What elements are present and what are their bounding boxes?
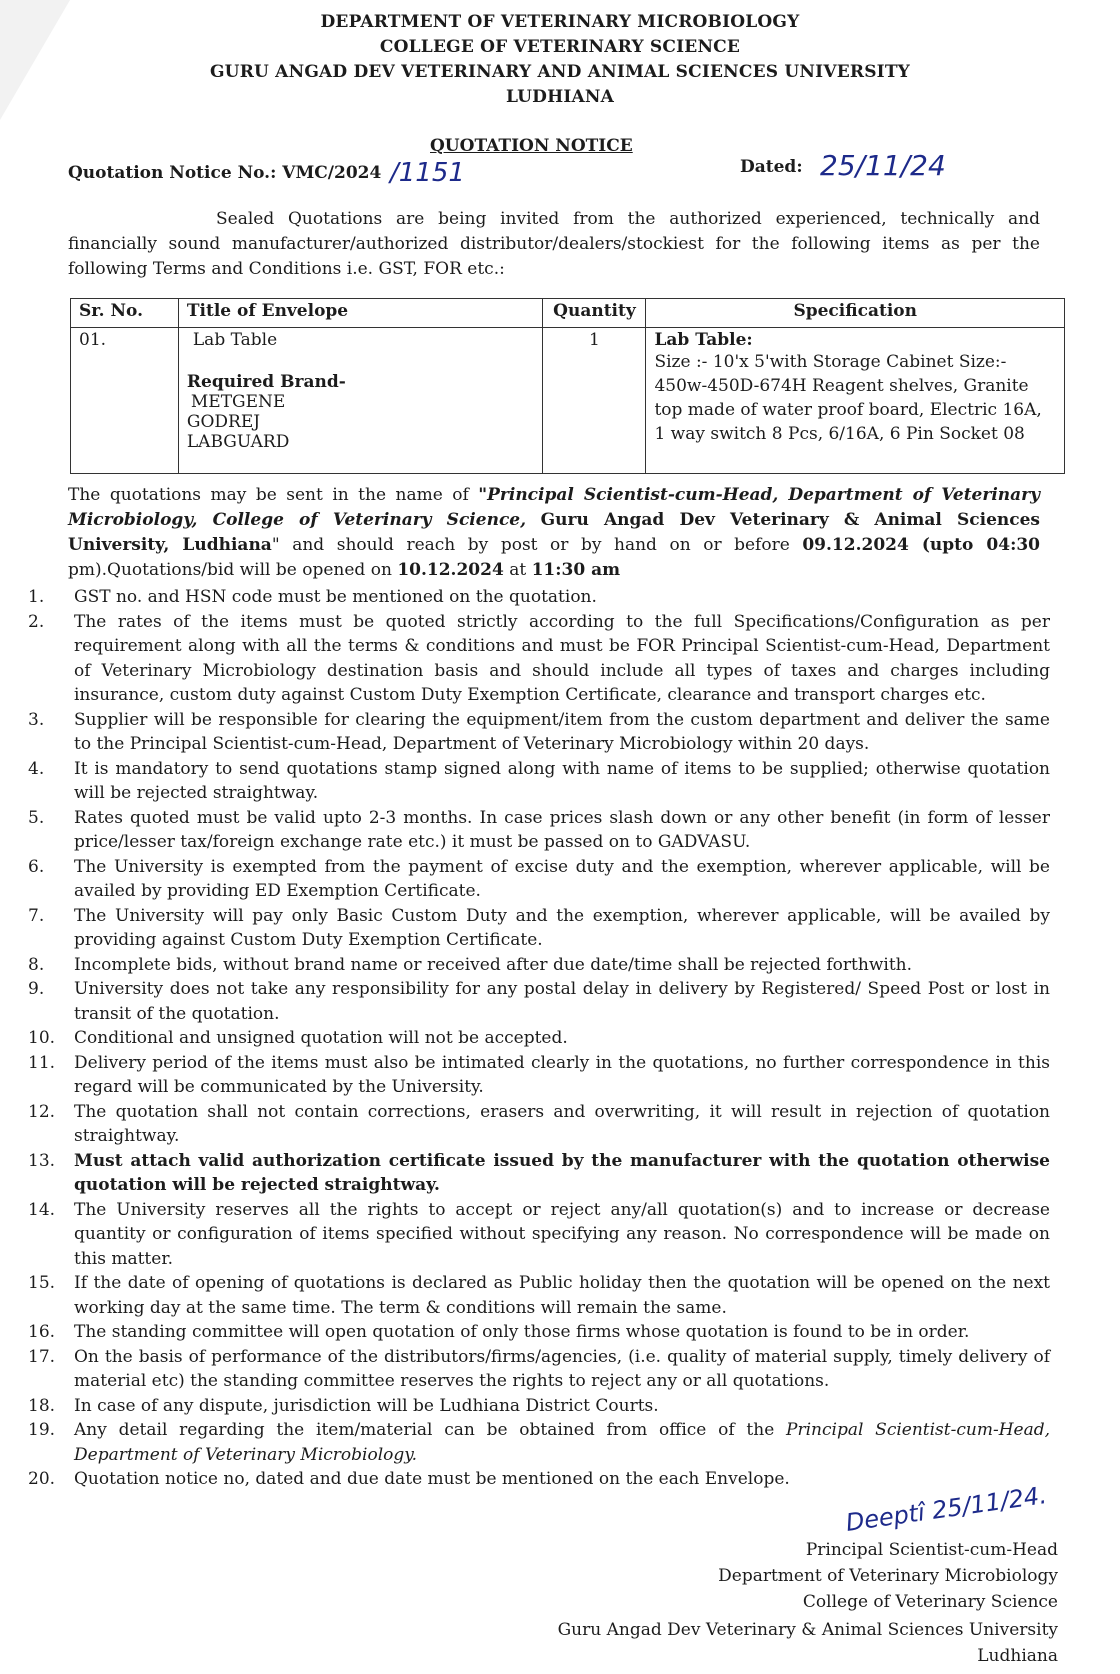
term-text: On the basis of performance of the distributors/firms/agencies, (i.e. quality of material supply, timely delivery of material etc) the standing committee reserves the rights to reject any or all quotations. [74,1346,1050,1391]
cell-title [178,328,543,474]
header-department: DEPARTMENT OF VETERINARY MICROBIOLOGY [320,12,800,32]
term-text [74,1418,1050,1467]
term-number: 11. [28,1052,56,1073]
handwritten-signature: Deeptî 25/11/24. [844,1481,1049,1537]
term-text: Rates quoted must be valid upto 2-3 months. In case prices slash down or any other benefit (in form of lesser price/lesser tax/foreign exchange rate etc.) it must be passed on to GADVASU. [74,807,1050,852]
address-paragraph [68,483,1040,583]
brand-heading: Required Brand- [186,372,346,392]
brand-item: GODREJ [186,412,261,432]
notice-number-handwritten: /1151 [390,158,465,188]
cell-specification [646,328,1065,474]
signatory-title: Principal Scientist-cum-Head [805,1540,1058,1560]
address-text-3: pm).Quotations/bid will be opened on [68,560,392,580]
term-number: 9. [28,979,45,999]
term-number: 12. [28,1101,56,1122]
table-header-row [71,299,1065,328]
term-item [28,904,1050,953]
items-table [70,298,1065,474]
term-text: Delivery period of the items must also be intimated clearly in the quotations, no further correspondence in this regard will be communicated by the University. [74,1052,1050,1097]
notice-number-label: Quotation Notice No.: VMC/2024 [68,163,382,183]
term-item [28,1320,1050,1345]
term-text: Incomplete bids, without brand name or received after due date/time shall be rejected forthwith. [74,954,912,975]
term-text: Conditional and unsigned quotation will not be accepted. [74,1028,568,1048]
term-number: 16. [28,1322,56,1342]
dated-label: Dated: [740,157,803,177]
cell-quantity: 1 [543,328,646,474]
term-number: 18. [28,1395,56,1416]
cell-sr-no: 01. [71,328,179,474]
term-number: 19. [28,1420,56,1440]
term-item [28,1345,1050,1394]
term-item [28,1271,1050,1320]
item-title: Lab Table [192,330,278,350]
term-text: University does not take any responsibility for any postal delay in delivery by Registered/ Speed Post or lost in transit of the quotation. [74,979,1050,1024]
term-item [28,1418,1050,1467]
brand-item: METGENE [190,392,286,412]
signatory-college: College of Veterinary Science [802,1592,1058,1612]
term-item [28,855,1050,904]
term-text: Supplier will be responsible for clearing the equipment/item from the custom department and deliver the same to the Principal Scientist-cum-Head, Department of Veterinary Microbiology within 20 days. [74,709,1050,754]
dated-handwritten: 25/11/24 [820,149,946,182]
brand-item: LABGUARD [186,432,290,452]
address-text: The quotations may be sent in the name of [68,485,469,505]
university-text: Guru Angad Dev Veterinary & Animal Sciences University, Ludhiana [68,510,1040,555]
header-university: GURU ANGAD DEV VETERINARY AND ANIMAL SCIENCES UNIVERSITY [209,62,911,82]
term-text-italic: Principal Scientist-cum-Head, Department of Veterinary Microbiology. [74,1420,1050,1465]
intro-text: Sealed Quotations are being invited from the authorized experienced, technically and financially sound manufacturer/authorized distributor/dealers/stockiest for the following items as per the following Terms and Conditions i.e. GST, FOR etc.: [68,209,1040,279]
term-item [28,610,1050,708]
header-sr-no: Sr. No. [71,299,179,328]
term-text-plain: Any detail regarding the item/material can be obtained from office of the [74,1420,775,1440]
term-number: 14. [28,1199,56,1220]
term-item [28,1026,1050,1051]
terms-list [28,585,1050,1492]
address-text-2: " and should reach by post or by hand on or before [271,535,790,555]
term-text: The standing committee will open quotation of only those firms whose quotation is found to be in order. [74,1322,970,1342]
term-text: It is mandatory to send quotations stamp signed along with name of items to be supplied; otherwise quotation will be rejected straightway. [74,758,1050,803]
table-row [71,328,1065,474]
term-item [28,1198,1050,1272]
opening-time: 11:30 am [531,560,621,580]
term-number: 8. [28,954,45,975]
term-number: 10. [28,1028,56,1048]
term-number: 2. [28,611,45,632]
term-number: 15. [28,1273,56,1293]
spec-heading: Lab Table: [654,330,753,350]
term-item [28,977,1050,1026]
term-text: If the date of opening of quotations is declared as Public holiday then the quotation will be opened on the next working day at the same time. The term & conditions will remain the same. [74,1273,1050,1318]
term-text: GST no. and HSN code must be mentioned on the quotation. [74,587,597,607]
signatory-city: Ludhiana [977,1646,1058,1666]
intro-paragraph [68,207,1040,282]
term-item [28,585,1050,610]
due-date: 09.12.2024 (upto 04:30 [802,535,1041,555]
addressee-text: "Principal Scientist-cum-Head, Department of Veterinary Microbiology, College of Veterinary Science, [68,485,1040,530]
term-text: Quotation notice no, dated and due date must be mentioned on the each Envelope. [74,1469,790,1489]
header-specification: Specification [646,299,1065,328]
term-number: 13. [28,1150,56,1171]
signatory-department: Department of Veterinary Microbiology [718,1566,1058,1586]
header-quantity: Quantity [543,299,646,328]
term-item [28,1100,1050,1149]
term-number: 1. [28,587,45,607]
term-text: The University is exempted from the payment of excise duty and the exemption, wherever applicable, will be availed by providing ED Exemption Certificate. [74,856,1050,901]
opening-date: 10.12.2024 [397,560,504,580]
header-city: LUDHIANA [505,87,615,107]
term-number: 3. [28,709,45,730]
notice-title: QUOTATION NOTICE [430,136,633,156]
term-item [28,1051,1050,1100]
term-text: The quotation shall not contain corrections, erasers and overwriting, it will result in rejection of quotation straightway. [74,1101,1050,1146]
address-text-4: at [509,560,527,580]
term-item [28,953,1050,978]
term-number: 7. [28,905,45,926]
term-item [28,806,1050,855]
term-number: 6. [28,856,45,877]
header-title-of-envelope: Title of Envelope [178,299,543,328]
spec-text: Size :- 10'x 5'with Storage Cabinet Size:- 450w-450D-674H Reagent shelves, Granite top made of water proof board, Electric 16A, 1 way switch 8 Pcs, 6/16A, 6 Pin Socket 08 [654,352,1042,444]
term-item [28,757,1050,806]
term-item [28,1394,1050,1419]
term-item [28,1467,1050,1492]
term-item [28,708,1050,757]
header-college: COLLEGE OF VETERINARY SCIENCE [379,37,741,57]
term-text: The rates of the items must be quoted strictly according to the full Specifications/Configuration as per requirement along with all the terms & conditions and must be FOR Principal Scientist-cum-Head, Department of Veterinary Microbiology destination basis and should include all types of taxes and charges including insurance, custom duty against Custom Duty Exemption Certificate, clearance and transport charges etc. [74,611,1050,705]
term-number: 20. [28,1469,56,1489]
signatory-university: Guru Angad Dev Veterinary & Animal Sciences University [557,1620,1058,1640]
term-text: The University reserves all the rights to accept or reject any/all quotation(s) and to increase or decrease quantity or configuration of items specified without specifying any reason. No correspondence will be made on this matter. [74,1199,1050,1269]
term-item [28,1149,1050,1198]
term-text: Must attach valid authorization certificate issued by the manufacturer with the quotation otherwise quotation will be rejected straightway. [74,1150,1050,1195]
term-text: The University will pay only Basic Custom Duty and the exemption, wherever applicable, will be availed by providing against Custom Duty Exemption Certificate. [74,905,1050,950]
term-number: 17. [28,1346,56,1367]
term-number: 5. [28,807,45,828]
term-text: In case of any dispute, jurisdiction will be Ludhiana District Courts. [74,1395,659,1416]
term-number: 4. [28,758,45,779]
